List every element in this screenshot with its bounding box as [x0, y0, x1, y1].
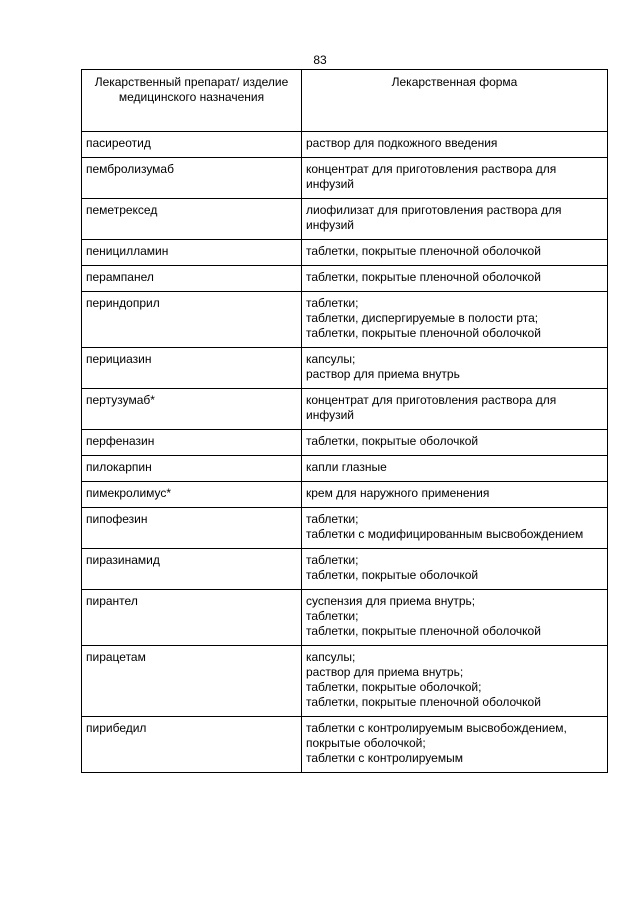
table-row	[82, 717, 608, 773]
dosage-form-line: таблетки, покрытые пленочной оболочкой	[306, 695, 541, 709]
dosage-form-cell	[302, 717, 608, 773]
table-row	[82, 430, 608, 456]
table-row	[82, 549, 608, 590]
drug-name-cell: пасиреотид	[82, 132, 302, 158]
table-row	[82, 199, 608, 240]
table-row	[82, 158, 608, 199]
drug-name-cell: пилокарпин	[82, 456, 302, 482]
dosage-form-cell	[302, 430, 608, 456]
dosage-form-line: таблетки с контролируемым высвобождением, покрытые оболочкой;	[306, 721, 567, 750]
dosage-form-cell	[302, 646, 608, 717]
dosage-form-line: раствор для подкожного введения	[306, 136, 498, 150]
drug-name-cell: пеницилламин	[82, 240, 302, 266]
table-row	[82, 292, 608, 348]
table-row	[82, 508, 608, 549]
table-row	[82, 646, 608, 717]
dosage-form-cell	[302, 348, 608, 389]
header-drug: Лекарственный препарат/ изделие медицинского назначения	[82, 70, 302, 132]
header-form: Лекарственная форма	[302, 70, 608, 132]
dosage-form-line: таблетки, покрытые пленочной оболочкой	[306, 270, 541, 284]
table-row	[82, 590, 608, 646]
dosage-form-cell	[302, 590, 608, 646]
dosage-form-line: таблетки, покрытые пленочной оболочкой	[306, 624, 541, 638]
drug-name-cell: пирацетам	[82, 646, 302, 717]
page-number: 83	[313, 53, 327, 67]
dosage-form-cell	[302, 292, 608, 348]
drug-name-cell: пирибедил	[82, 717, 302, 773]
dosage-form-line: крем для наружного применения	[306, 486, 490, 500]
dosage-form-line: раствор для приема внутрь;	[306, 665, 464, 679]
dosage-form-line: таблетки, покрытые оболочкой	[306, 568, 479, 582]
dosage-form-line: капсулы;	[306, 650, 356, 664]
drug-name-cell: перициазин	[82, 348, 302, 389]
dosage-form-line: капли глазные	[306, 460, 387, 474]
dosage-form-line: таблетки с контролируемым	[306, 751, 463, 765]
dosage-form-line: капсулы;	[306, 352, 356, 366]
table-row	[82, 132, 608, 158]
dosage-form-cell	[302, 199, 608, 240]
dosage-form-cell	[302, 508, 608, 549]
drug-name-cell: пембролизумаб	[82, 158, 302, 199]
dosage-form-line: концентрат для приготовления раствора для инфузий	[306, 393, 557, 422]
drug-name-cell: пертузумаб*	[82, 389, 302, 430]
drug-name-cell: пипофезин	[82, 508, 302, 549]
table-row	[82, 456, 608, 482]
table-header-row	[82, 70, 608, 132]
drug-name-cell: пеметрексед	[82, 199, 302, 240]
dosage-form-line: таблетки;	[306, 553, 359, 567]
table-row	[82, 266, 608, 292]
dosage-form-line: концентрат для приготовления раствора для инфузий	[306, 162, 557, 191]
table-row	[82, 240, 608, 266]
dosage-form-cell	[302, 549, 608, 590]
table-row	[82, 389, 608, 430]
dosage-form-line: раствор для приема внутрь	[306, 367, 460, 381]
dosage-form-line: лиофилизат для приготовления раствора для инфузий	[306, 203, 562, 232]
table-row	[82, 348, 608, 389]
dosage-form-line: суспензия для приема внутрь;	[306, 594, 476, 608]
dosage-form-line: таблетки;	[306, 609, 359, 623]
drug-name-cell: пиразинамид	[82, 549, 302, 590]
drug-name-cell: перфеназин	[82, 430, 302, 456]
dosage-form-cell	[302, 482, 608, 508]
dosage-form-cell	[302, 240, 608, 266]
dosage-form-line: таблетки, диспергируемые в полости рта;	[306, 311, 539, 325]
drug-forms-table	[81, 69, 608, 773]
dosage-form-line: таблетки с модифицированным высвобождением	[306, 527, 584, 541]
dosage-form-line: таблетки, покрытые оболочкой	[306, 434, 479, 448]
dosage-form-line: таблетки, покрытые оболочкой;	[306, 680, 482, 694]
table-row	[82, 482, 608, 508]
dosage-form-cell	[302, 456, 608, 482]
drug-name-cell: перампанел	[82, 266, 302, 292]
dosage-form-cell	[302, 389, 608, 430]
drug-name-cell: пирантел	[82, 590, 302, 646]
dosage-form-line: таблетки;	[306, 296, 359, 310]
dosage-form-line: таблетки, покрытые пленочной оболочкой	[306, 326, 541, 340]
dosage-form-cell	[302, 266, 608, 292]
dosage-form-cell	[302, 132, 608, 158]
table-body	[82, 132, 608, 773]
drug-name-cell: пимекролимус*	[82, 482, 302, 508]
dosage-form-cell	[302, 158, 608, 199]
dosage-form-line: таблетки, покрытые пленочной оболочкой	[306, 244, 541, 258]
dosage-form-line: таблетки;	[306, 512, 359, 526]
drug-name-cell: периндоприл	[82, 292, 302, 348]
